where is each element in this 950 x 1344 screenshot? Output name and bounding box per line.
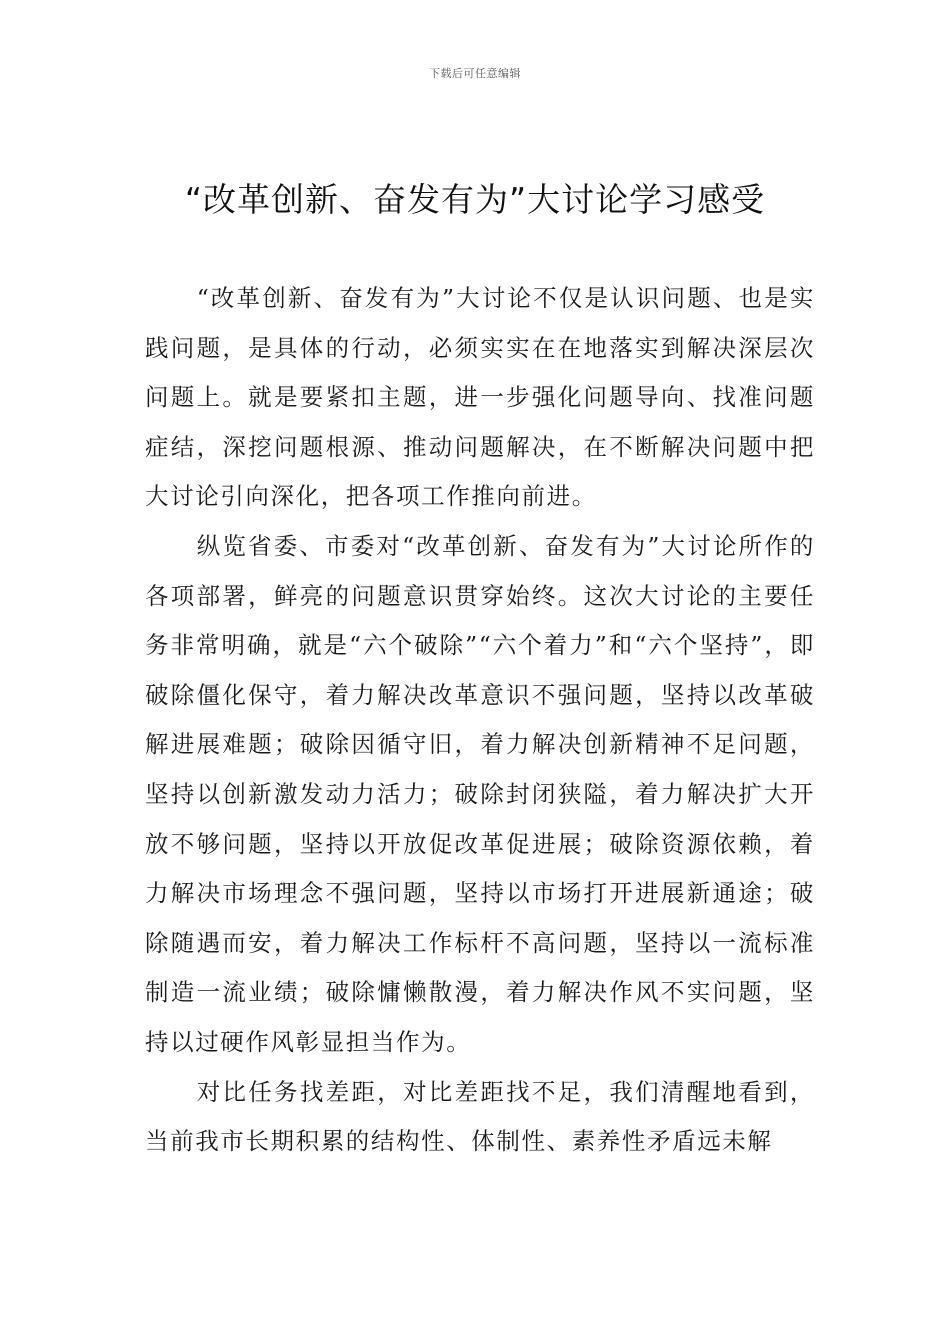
paragraph-3: 对比任务找差距，对比差距找不足，我们清醒地看到，当前我市长期积累的结构性、体制性、素养性矛盾远未解 [145, 1077, 815, 1156]
paragraph-1: “改革创新、奋发有为”大讨论不仅是认识问题、也是实践问题，是具体的行动，必须实实在在地落实到解决深层次问题上。就是要紧扣主题，进一步强化问题导向、找准问题症结，深挖问题根源、推动问题解决，在不断解决问题中把大讨论引向深化，把各项工作推向前进。 [145, 284, 815, 511]
paragraph-2: 纵览省委、市委对“改革创新、奋发有为”大讨论所作的各项部署，鲜亮的问题意识贯穿始终。这次大讨论的主要任务非常明确，就是“六个破除”“六个着力”和“六个坚持”，即破除僵化保守，着力解决改革意识不强问题，坚持以改革破解进展难题；破除因循守旧，着力解决创新精神不足问题，坚持以创新激发动力活力；破除封闭狭隘，着力解决扩大开放不够问题，坚持以开放促改革促进展；破除资源依赖，着力解决市场理念不强问题，坚持以市场打开进展新通途；破除随遇而安，着力解决工作标杆不高问题，坚持以一流标准制造一流业绩；破除慵懒散漫，着力解决作风不实问题，坚持以过硬作风彰显担当作为。 [145, 531, 815, 1056]
document-body [145, 274, 815, 1167]
document-title: “改革创新、奋发有为”大讨论学习感受 [184, 180, 766, 219]
header-note: 下载后可任意编辑 [429, 67, 521, 80]
